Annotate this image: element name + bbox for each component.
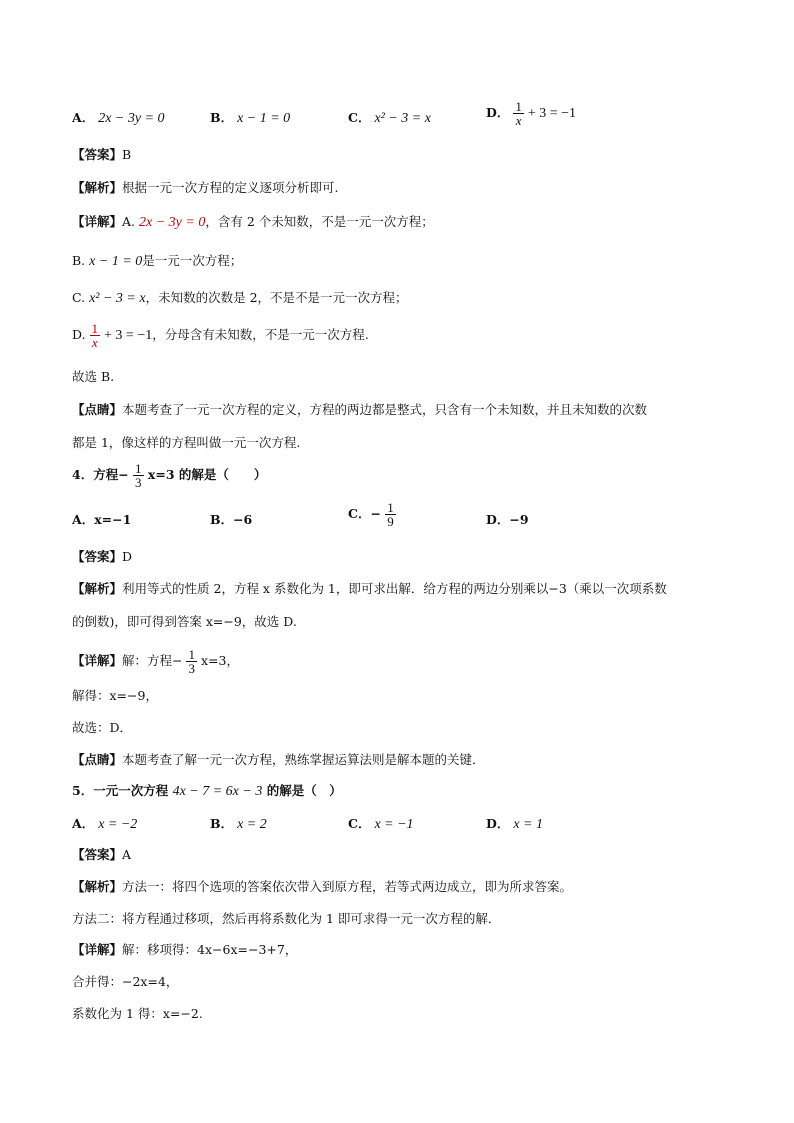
q4-stem: 4．方程− $\frac{1}{3}$ x=3 的解是（ ） <box>72 461 267 490</box>
fraction: $\frac{1}{9}$ <box>387 500 394 529</box>
q3-option-c: C． x² − 3 = x <box>348 110 431 126</box>
q3-conclusion: 故选 B. <box>72 369 115 384</box>
q4-option-c: C．− $\frac{1}{9}$ <box>348 500 394 529</box>
fraction: $\frac{1}{x}$ <box>515 99 522 128</box>
q4-option-a: A．x=−1 <box>72 512 132 527</box>
q4-analysis-line2: 的倒数)，即可得到答案 x=−9，故选 D. <box>72 614 297 629</box>
q5-detail-move: 【详解】解：移项得：4x−6x=−3+7， <box>72 942 298 957</box>
q3-detail-a: 【详解】A. 2x − 3y = 0，含有 2 个未知数，不是一元一次方程； <box>72 214 434 230</box>
q5-detail-combine: 合并得：−2x=4， <box>72 974 179 989</box>
q5-option-b: B． x = 2 <box>210 816 267 832</box>
q4-detail: 【详解】解：方程− $\frac{1}{3}$ x=3， <box>72 647 239 676</box>
q5-detail-coef: 系数化为 1 得：x=−2. <box>72 1006 203 1021</box>
q3-analysis: 【解析】根据一元一次方程的定义逐项分析即可. <box>72 180 339 195</box>
q5-stem: 5．一元一次方程 4x − 7 = 6x − 3 的解是（ ） <box>72 783 342 799</box>
q5-option-d: D． x = 1 <box>486 816 543 832</box>
q3-comment-line2: 都是 1，像这样的方程叫做一元一次方程. <box>72 435 301 450</box>
q3-option-d: D． $\frac{1}{x}$ + 3 = −1 <box>486 99 576 128</box>
q3-comment-line1: 【点睛】本题考查了一元一次方程的定义，方程的两边都是整式，只含有一个未知数，并且未知数的次数 <box>72 402 648 417</box>
q3-detail-b: B. x − 1 = 0是一元一次方程； <box>72 253 243 269</box>
q3-answer: 【答案】B <box>72 147 132 162</box>
q5-analysis-line2: 方法二：将方程通过移项，然后再将系数化为 1 即可求得一元一次方程的解． <box>72 911 501 926</box>
q3-detail-c: C. x² − 3 = x，未知数的次数是 2，不是不是一元一次方程； <box>72 290 408 306</box>
q5-analysis-line1: 【解析】方法一：将四个选项的答案依次带入到原方程，若等式两边成立，即为所求答案。 <box>72 879 573 894</box>
q5-answer: 【答案】A <box>72 847 132 862</box>
q4-analysis-line1: 【解析】利用等式的性质 2，方程 x 系数化为 1，即可求出解．给方程的两边分别乘以−3（乘以一次项系数 <box>72 581 667 596</box>
q4-option-d: D．−9 <box>486 512 529 527</box>
q5-option-c: C． x = −1 <box>348 816 414 832</box>
q4-conclusion: 故选：D． <box>72 720 133 735</box>
q3-detail-d: D. $\frac{1}{x}$ + 3 = −1，分母含有未知数，不是一元一次方程. <box>72 321 369 350</box>
q4-solve: 解得：x=−9， <box>72 688 158 703</box>
q4-option-b: B．−6 <box>210 512 253 527</box>
q4-answer: 【答案】D <box>72 549 133 564</box>
fraction: $\frac{1}{3}$ <box>188 647 195 676</box>
q5-option-a: A． x = −2 <box>72 816 138 832</box>
fraction: $\frac{1}{x}$ <box>91 321 99 350</box>
q4-comment: 【点睛】本题考查了解一元一次方程，熟练掌握运算法则是解本题的关键． <box>72 752 485 767</box>
q3-option-b: B． x − 1 = 0 <box>210 110 291 126</box>
fraction: $\frac{1}{3}$ <box>135 461 142 490</box>
q3-option-a: A． 2x − 3y = 0 <box>72 110 165 126</box>
